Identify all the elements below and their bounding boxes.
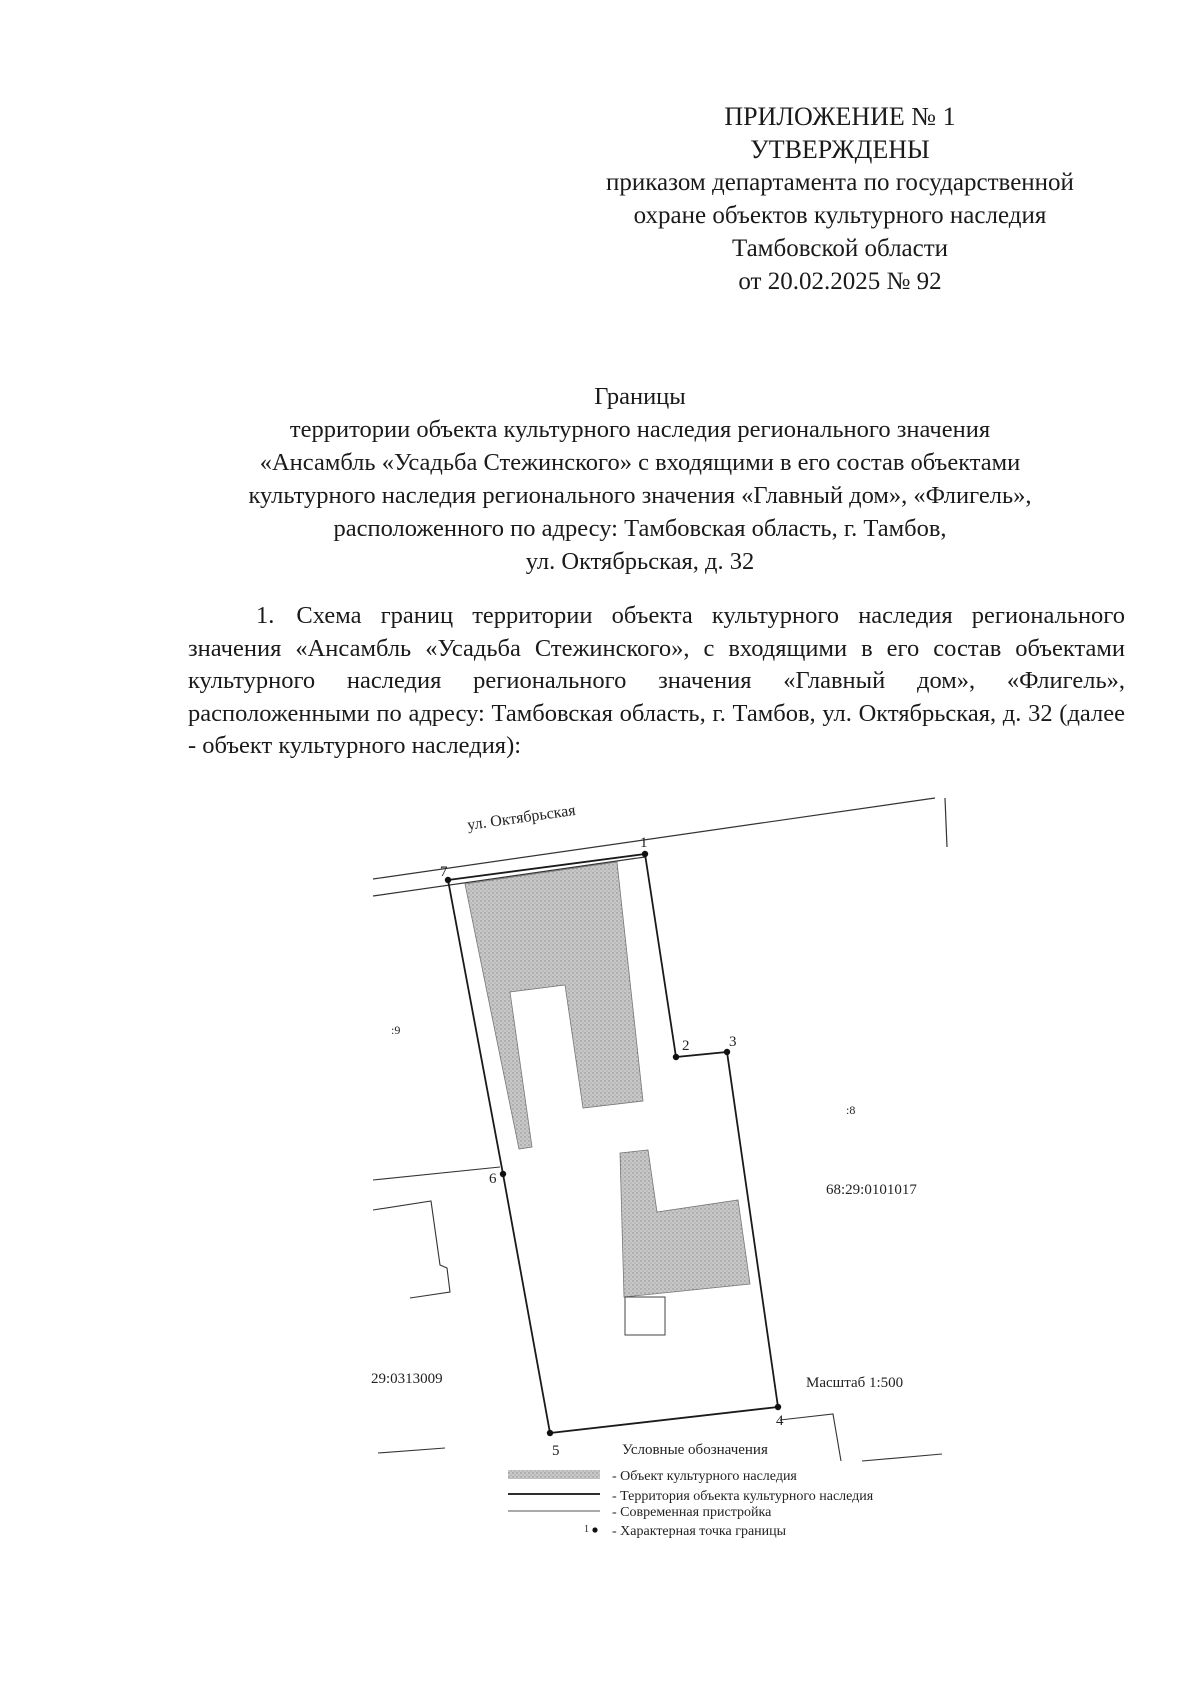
approval-region-line: Тамбовской области — [731, 235, 949, 262]
title-line-5: расположенного по адресу: Тамбовская область, г. Тамбов, — [333, 515, 947, 542]
approval-department-line: охране объектов культурного наследия — [633, 202, 1047, 229]
parcel-label-left: :9 — [391, 1023, 401, 1037]
point-label-4: 4 — [776, 1413, 784, 1429]
title-line-6: ул. Октябрьская, д. 32 — [525, 548, 755, 575]
point-label-1: 1 — [640, 835, 648, 851]
neighbour-boundary-left — [373, 1167, 500, 1180]
legend-title: Условные обозначения — [622, 1442, 768, 1458]
legend-item-annex: - Современная пристройка — [612, 1505, 772, 1520]
approval-date-line: от 20.02.2025 № 92 — [738, 268, 942, 295]
legend-item-heritage: - Объект культурного наследия — [612, 1469, 797, 1484]
point-label-2: 2 — [682, 1038, 690, 1054]
modern-annex-outline — [373, 1201, 450, 1298]
title-line-1: Границы — [594, 383, 686, 410]
paragraph-text: Схема границ территории объекта культурного наследия регионального значения «Ансамбль «Усадьба Стежинского», с входящими в его состав объектами культурного наследия регионального значения «Главный дом», «Флигель», расположенными по адресу: Тамбовская область, г. Тамбов, ул. Октябрьская, д. 32 (далее - объект культурного наследия): — [188, 602, 1125, 759]
approved-label: УТВЕРЖДЕНЫ — [750, 135, 930, 164]
title-line-4: культурного наследия регионального значения «Главный дом», «Флигель», — [248, 482, 1032, 509]
legend-item-point: - Характерная точка границы — [612, 1524, 787, 1539]
scale-label: Масштаб 1:500 — [806, 1375, 904, 1391]
main-house — [465, 862, 643, 1149]
point-label-6: 6 — [489, 1171, 497, 1187]
legend-point-mark-number: 1 — [584, 1524, 589, 1535]
neighbour-line-far-right — [862, 1454, 942, 1461]
point-label-7: 7 — [440, 864, 448, 880]
approval-order-line: приказом департамента по государственной — [606, 169, 1074, 196]
appendix-number: ПРИЛОЖЕНИЕ № 1 — [724, 102, 956, 131]
cadastral-left-label: 29:0313009 — [371, 1371, 443, 1387]
outbuilding — [620, 1150, 750, 1297]
cadastral-block-label: 68:29:0101017 — [826, 1182, 917, 1198]
boundary-point-5 — [547, 1430, 553, 1436]
legend-item-territory: - Территория объекта культурного наследия — [612, 1489, 874, 1504]
title-line-3: «Ансамбль «Усадьба Стежинского» с входящими в его состав объектами — [259, 449, 1021, 476]
neighbour-lines — [373, 1167, 942, 1461]
neighbour-line-bottom-left — [378, 1448, 445, 1453]
legend-point-mark — [592, 1527, 597, 1532]
street-edges — [373, 798, 947, 896]
neighbour-line-bottom-right — [780, 1414, 841, 1461]
title-line-2: территории объекта культурного наследия регионального значения — [289, 416, 991, 443]
modern-extension — [625, 1297, 665, 1335]
point-label-5: 5 — [552, 1443, 560, 1459]
street-label: ул. Октябрьская — [466, 801, 577, 834]
street-end-mark — [945, 798, 947, 847]
boundary-point-6 — [500, 1171, 506, 1177]
street-edge-north — [373, 798, 935, 879]
map-legend — [508, 1442, 874, 1539]
boundary-point-1 — [642, 851, 648, 857]
legend-heritage-swatch — [508, 1470, 600, 1479]
point-label-3: 3 — [729, 1034, 737, 1050]
parcel-label-right: :8 — [846, 1103, 856, 1117]
paragraph-number: 1. — [256, 602, 275, 629]
boundary-point-4 — [775, 1404, 781, 1410]
heritage-objects — [465, 862, 750, 1297]
boundary-point-2 — [673, 1054, 679, 1060]
